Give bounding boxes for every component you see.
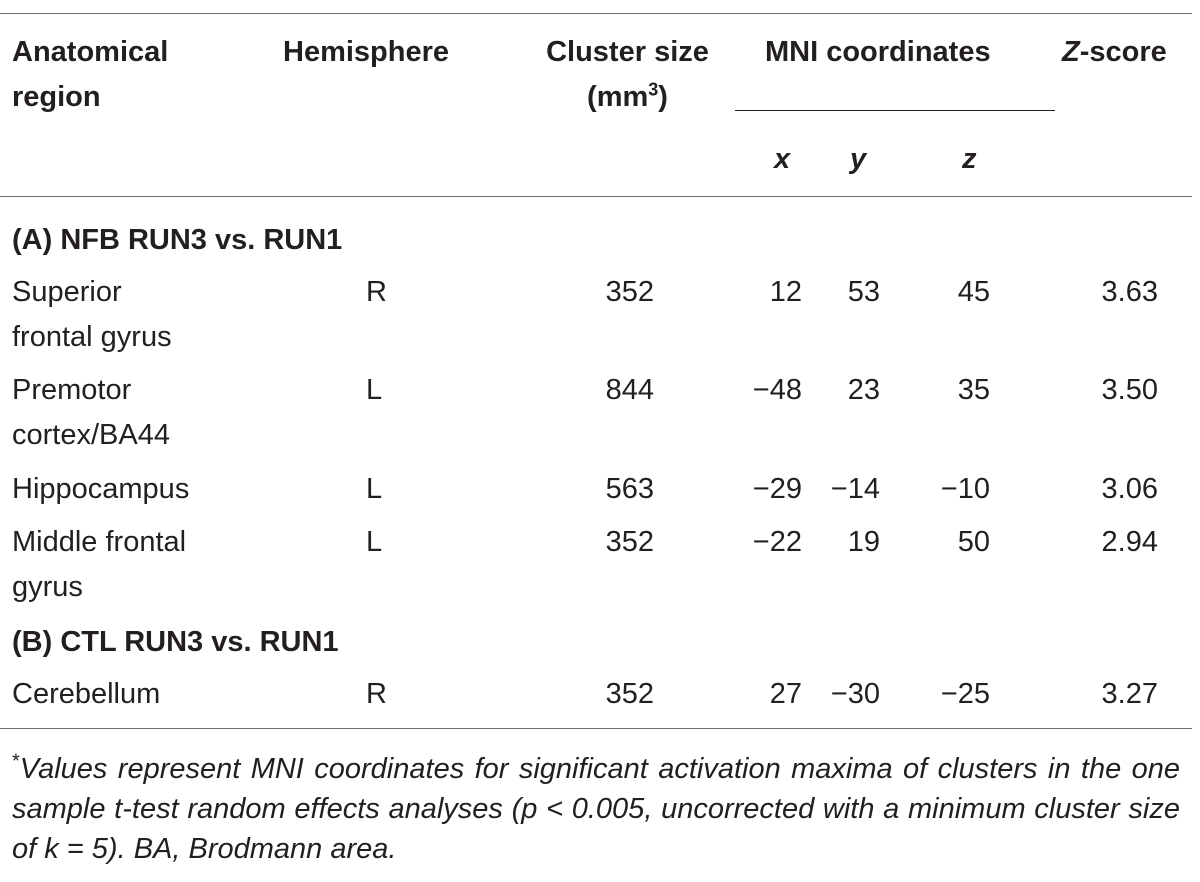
- zscore-cell: 3.50: [1101, 374, 1158, 406]
- region-cell: Superior frontal gyrus: [12, 276, 172, 353]
- mni-coordinates-underline: [735, 110, 1055, 111]
- y-cell: −30: [830, 678, 880, 710]
- top-rule: [0, 13, 1192, 14]
- x-cell: −48: [752, 374, 802, 406]
- y-cell: 19: [847, 526, 880, 558]
- x-cell: 27: [769, 678, 802, 710]
- z-cell: 45: [957, 276, 990, 308]
- header-hemisphere: Hemisphere: [283, 36, 450, 68]
- header-anatomical-region: Anatomical region: [12, 36, 169, 113]
- header-cluster-size: Cluster size $(mm^3)$: [546, 36, 709, 113]
- header-x: x: [774, 143, 791, 175]
- y-cell: 53: [847, 276, 880, 308]
- table-footnote: *Values represent MNI coordinates for significant activation maxima of clusters in the one sample t-test random effects analyses (p < 0.005, uncorrected with a minimum cluster size of k = 5). BA, Brodmann area.: [12, 750, 1180, 865]
- hemisphere-cell: R: [366, 276, 387, 308]
- header-z: z: [962, 143, 977, 175]
- hemisphere-cell: L: [366, 526, 383, 558]
- x-cell: −22: [752, 526, 802, 558]
- cluster-cell: 352: [605, 526, 654, 558]
- hemisphere-cell: R: [366, 678, 387, 710]
- cluster-cell: 563: [605, 473, 654, 505]
- cluster-cell: 352: [605, 678, 654, 710]
- cluster-cell: 352: [605, 276, 654, 308]
- header-y: y: [850, 143, 867, 175]
- header-z-score: Z-score: [1062, 36, 1167, 68]
- hemisphere-cell: L: [366, 473, 383, 505]
- zscore-cell: 2.94: [1101, 526, 1158, 558]
- table-bottom-rule: [0, 728, 1192, 729]
- z-cell: −25: [940, 678, 990, 710]
- y-cell: −14: [830, 473, 880, 505]
- section-title: (B) CTL RUN3 vs. RUN1: [12, 626, 339, 658]
- cluster-cell: 844: [605, 374, 654, 406]
- region-cell: Premotor cortex/BA44: [12, 374, 170, 451]
- section-title: (A) NFB RUN3 vs. RUN1: [12, 224, 343, 256]
- zscore-cell: 3.27: [1101, 678, 1158, 710]
- z-cell: 50: [957, 526, 990, 558]
- z-cell: 35: [957, 374, 990, 406]
- y-cell: 23: [847, 374, 880, 406]
- region-cell: Cerebellum: [12, 678, 161, 710]
- zscore-cell: 3.63: [1101, 276, 1158, 308]
- header-mni-coordinates: MNI coordinates: [765, 36, 991, 68]
- header-bottom-rule: [0, 196, 1192, 197]
- x-cell: 12: [769, 276, 802, 308]
- region-cell: Middle frontal gyrus: [12, 526, 187, 603]
- z-cell: −10: [940, 473, 990, 505]
- hemisphere-cell: L: [366, 374, 383, 406]
- x-cell: −29: [752, 473, 802, 505]
- zscore-cell: 3.06: [1101, 473, 1158, 505]
- region-cell: Hippocampus: [12, 473, 190, 505]
